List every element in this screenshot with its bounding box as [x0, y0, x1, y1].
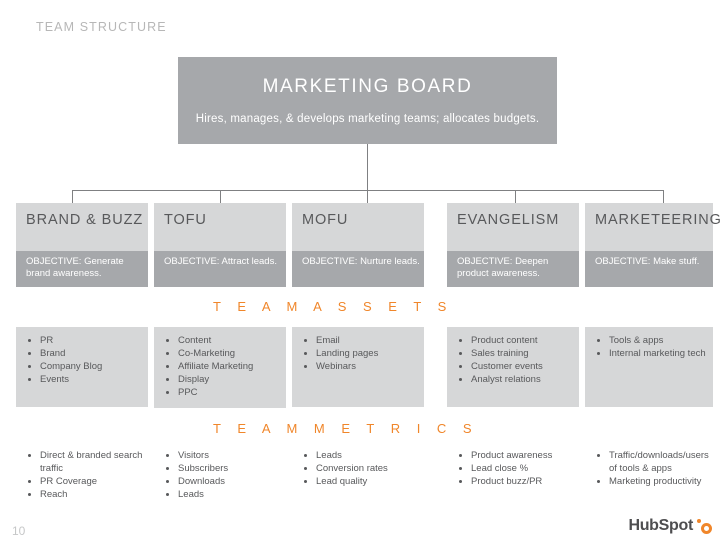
list-item: • Co-Marketing: [178, 348, 282, 361]
metrics-mofu: [292, 442, 424, 497]
list-item: • Leads: [316, 450, 420, 463]
list-item: • Direct & branded search traffic: [40, 450, 144, 475]
assets-mofu: [292, 327, 424, 407]
list-item: • Company Blog: [40, 361, 144, 374]
column-mofu: [292, 203, 424, 287]
list-item: • Affiliate Marketing: [178, 361, 282, 374]
assets-list: [585, 327, 713, 369]
band-team-assets: T E A M A S S E T S: [213, 299, 453, 314]
list-item: • Events: [40, 374, 144, 387]
assets-list: [16, 327, 148, 395]
list-item: • Brand: [40, 348, 144, 361]
column-objective: OBJECTIVE: Generate brand awareness.: [16, 251, 148, 287]
list-item: • Visitors: [178, 450, 282, 463]
list-item: • Conversion rates: [316, 463, 420, 476]
metrics-list: [585, 442, 713, 497]
band-team-metrics: T E A M M E T R I C S: [213, 421, 479, 436]
list-item: • Product content: [471, 335, 575, 348]
connector-drop-5: [663, 190, 664, 203]
hubspot-logo: [628, 517, 712, 535]
list-item: • Email: [316, 335, 420, 348]
list-item: • Customer events: [471, 361, 575, 374]
list-item: • Lead close %: [471, 463, 575, 476]
column-objective: OBJECTIVE: Nurture leads.: [292, 251, 424, 287]
metrics-list: [16, 442, 148, 510]
column-title: MOFU: [302, 212, 349, 228]
metrics-list: [154, 442, 286, 510]
list-item: • Lead quality: [316, 476, 420, 489]
logo-text: HubSpot: [628, 517, 693, 534]
column-brand-and-buzz: [16, 203, 148, 287]
metrics-brand-and-buzz: [16, 442, 148, 510]
list-item: • Reach: [40, 489, 144, 502]
list-item: • Product awareness: [471, 450, 575, 463]
column-objective: OBJECTIVE: Make stuff.: [585, 251, 713, 287]
metrics-tofu: [154, 442, 286, 510]
page-number: 10: [12, 524, 26, 538]
list-item: • Webinars: [316, 361, 420, 374]
list-item: • Content: [178, 335, 282, 348]
assets-evangelism: [447, 327, 579, 407]
assets-brand-and-buzz: [16, 327, 148, 407]
list-item: • Landing pages: [316, 348, 420, 361]
metrics-list: [447, 442, 579, 497]
column-head: [292, 203, 424, 287]
column-head: [447, 203, 579, 287]
list-item: • PPC: [178, 387, 282, 400]
list-item: • Leads: [178, 489, 282, 502]
connector-drop-2: [220, 190, 221, 203]
metrics-evangelism: [447, 442, 579, 497]
list-item: • PR Coverage: [40, 476, 144, 489]
list-item: • Display: [178, 374, 282, 387]
connector-drop-1: [72, 190, 73, 203]
list-item: • PR: [40, 335, 144, 348]
connector-stem: [367, 144, 368, 190]
column-head: [154, 203, 286, 287]
list-item: • Subscribers: [178, 463, 282, 476]
marketing-board-subtitle: Hires, manages, & develops marketing teams; allocates budgets.: [195, 113, 540, 125]
connector-drop-3: [367, 190, 368, 203]
page-title: TEAM STRUCTURE: [36, 20, 167, 34]
column-evangelism: [447, 203, 579, 287]
assets-marketeering: [585, 327, 713, 407]
assets-tofu: [154, 327, 286, 408]
column-title: MARKETEERING: [595, 212, 722, 228]
list-item: • Product buzz/PR: [471, 476, 575, 489]
assets-list: [447, 327, 579, 395]
marketing-board-title: MARKETING BOARD: [262, 76, 473, 97]
assets-list: [292, 327, 424, 382]
metrics-marketeering: [585, 442, 713, 497]
column-objective: OBJECTIVE: Attract leads.: [154, 251, 286, 287]
column-tofu: [154, 203, 286, 287]
list-item: • Traffic/downloads/users of tools & apps: [609, 450, 709, 475]
connector-drop-4: [515, 190, 516, 203]
list-item: • Tools & apps: [609, 335, 709, 348]
column-head: [16, 203, 148, 287]
list-item: • Internal marketing tech: [609, 348, 709, 361]
marketing-board-box: [178, 57, 557, 144]
column-marketeering: [585, 203, 722, 287]
assets-list: [154, 327, 286, 408]
column-head: [585, 203, 722, 287]
column-title: EVANGELISM: [457, 212, 560, 228]
sprocket-icon: [697, 519, 712, 534]
column-title: BRAND & BUZZ: [26, 212, 144, 228]
column-title: TOFU: [164, 212, 207, 228]
column-objective: OBJECTIVE: Deepen product awareness.: [447, 251, 579, 287]
list-item: • Sales training: [471, 348, 575, 361]
list-item: • Analyst relations: [471, 374, 575, 387]
list-item: • Marketing productivity: [609, 476, 709, 489]
list-item: • Downloads: [178, 476, 282, 489]
metrics-list: [292, 442, 424, 497]
